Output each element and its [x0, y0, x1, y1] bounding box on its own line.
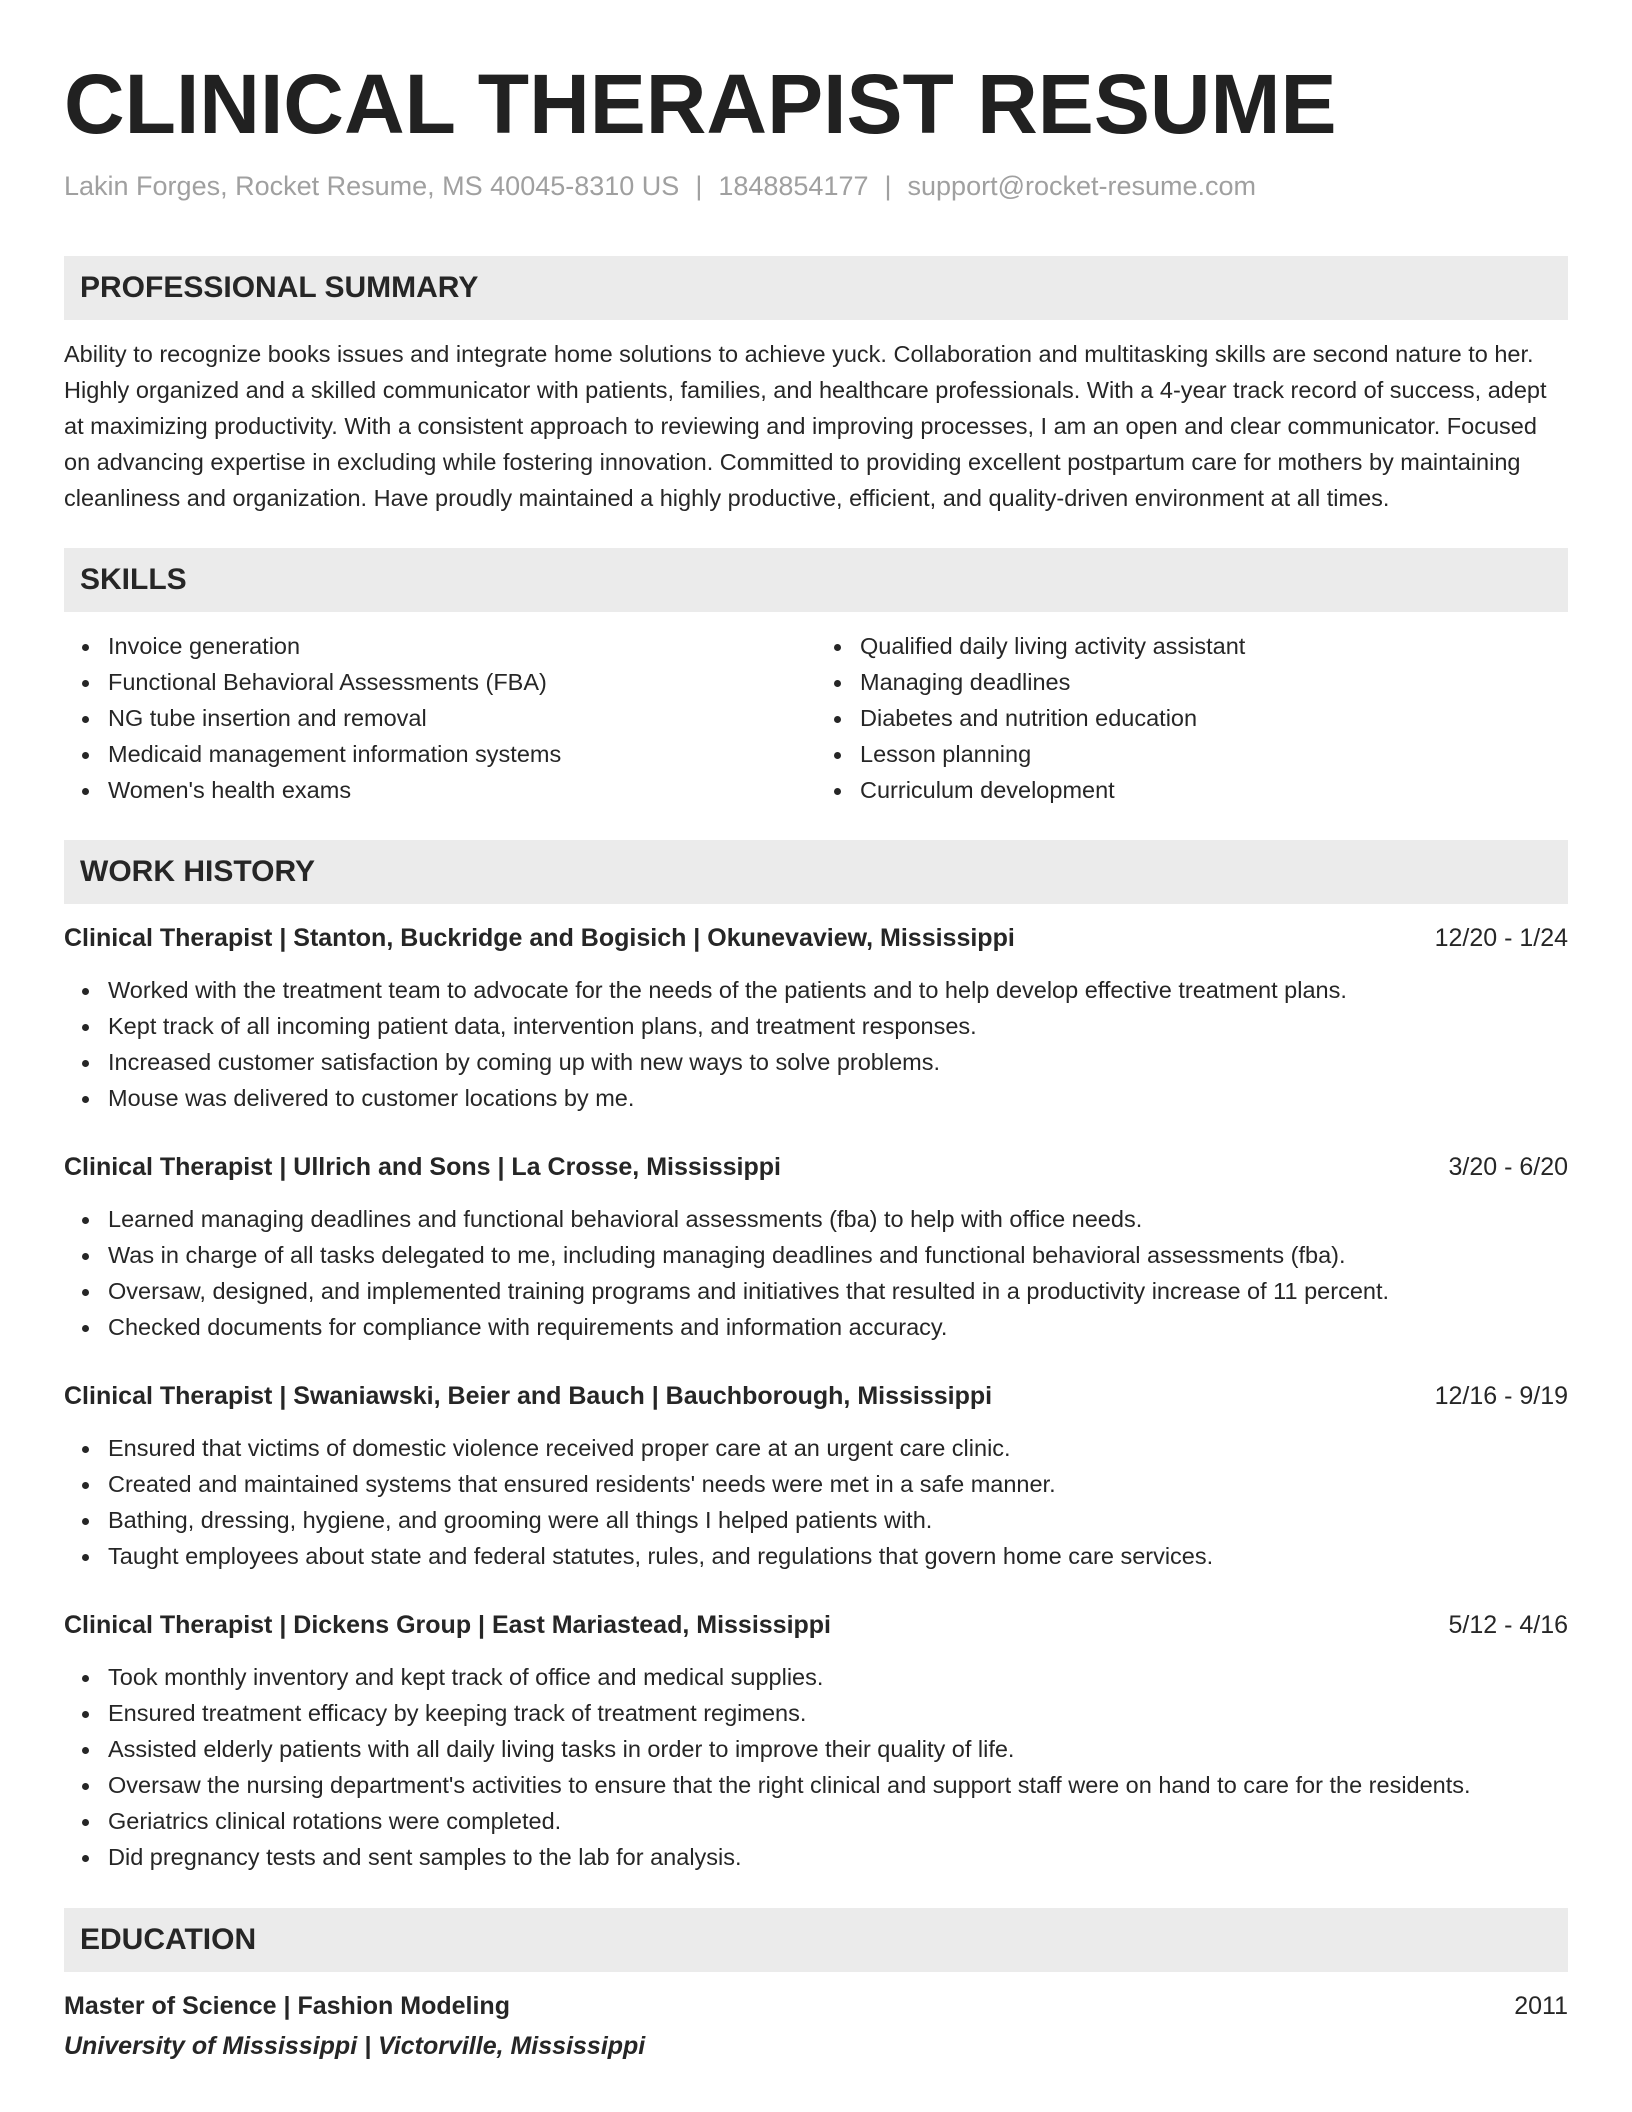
- job-dates: 12/16 - 9/19: [1434, 1382, 1568, 1410]
- section-heading-education: EDUCATION: [64, 1908, 1568, 1972]
- job-dates: 5/12 - 4/16: [1448, 1611, 1568, 1639]
- skill-item: Curriculum development: [860, 772, 1568, 808]
- job-bullet: Assisted elderly patients with all daily living tasks in order to improve their quality of life.: [108, 1731, 1568, 1767]
- contact-separator: |: [884, 171, 892, 201]
- job-bullet: Oversaw the nursing department's activities to ensure that the right clinical and support staff were on hand to care for the residents.: [108, 1767, 1568, 1803]
- job-title: Clinical Therapist | Swaniawski, Beier and Bauch | Bauchborough, Mississippi: [64, 1382, 993, 1410]
- job-entry: [64, 1378, 1568, 1574]
- job-title: Clinical Therapist | Ullrich and Sons | La Crosse, Mississippi: [64, 1153, 781, 1181]
- job-bullet: Kept track of all incoming patient data, intervention plans, and treatment responses.: [108, 1008, 1568, 1044]
- section-heading-summary: PROFESSIONAL SUMMARY: [64, 256, 1568, 320]
- contact-line: [64, 168, 1568, 204]
- resume-title: CLINICAL THERAPIST RESUME: [64, 57, 1337, 151]
- education-degree: Master of Science | Fashion Modeling: [64, 1992, 510, 2020]
- job-bullet: Worked with the treatment team to advocate for the needs of the patients and to help develop effective treatment plans.: [108, 972, 1568, 1008]
- job-bullet: Did pregnancy tests and sent samples to the lab for analysis.: [108, 1839, 1568, 1875]
- job-bullets: [64, 1201, 1568, 1345]
- job-header: [64, 1149, 1568, 1185]
- job-bullets: [64, 1659, 1568, 1875]
- job-entry: [64, 1607, 1568, 1875]
- job-bullet: Taught employees about state and federal statutes, rules, and regulations that govern home care services.: [108, 1538, 1568, 1574]
- contact-email: support@rocket-resume.com: [907, 171, 1257, 201]
- job-bullets: [64, 972, 1568, 1116]
- skill-item: Diabetes and nutrition education: [860, 700, 1568, 736]
- section-heading-work-history: WORK HISTORY: [64, 840, 1568, 904]
- job-bullets: [64, 1430, 1568, 1574]
- skill-item: Lesson planning: [860, 736, 1568, 772]
- job-title: Clinical Therapist | Dickens Group | East Mariastead, Mississippi: [64, 1611, 832, 1639]
- skills-column-right: [816, 628, 1568, 808]
- job-bullet: Checked documents for compliance with requirements and information accuracy.: [108, 1309, 1568, 1345]
- skill-item: Women's health exams: [108, 772, 816, 808]
- skill-item: Medicaid management information systems: [108, 736, 816, 772]
- job-bullet: Geriatrics clinical rotations were completed.: [108, 1803, 1568, 1839]
- skill-item: Managing deadlines: [860, 664, 1568, 700]
- skill-item: Qualified daily living activity assistant: [860, 628, 1568, 664]
- contact-address: Lakin Forges, Rocket Resume, MS 40045-8310 US: [64, 171, 680, 201]
- skill-item: NG tube insertion and removal: [108, 700, 816, 736]
- education-school: University of Mississippi | Victorville, Mississippi: [64, 2032, 646, 2060]
- job-dates: 12/20 - 1/24: [1434, 924, 1568, 952]
- job-bullet: Mouse was delivered to customer locations by me.: [108, 1080, 1568, 1116]
- job-header: [64, 1607, 1568, 1643]
- job-header: [64, 920, 1568, 956]
- job-bullet: Learned managing deadlines and functional behavioral assessments (fba) to help with office needs.: [108, 1201, 1568, 1237]
- skill-item: Functional Behavioral Assessments (FBA): [108, 664, 816, 700]
- job-bullet: Was in charge of all tasks delegated to me, including managing deadlines and functional behavioral assessments (fba).: [108, 1237, 1568, 1273]
- skill-item: Invoice generation: [108, 628, 816, 664]
- job-bullet: Oversaw, designed, and implemented training programs and initiatives that resulted in a productivity increase of 11 percent.: [108, 1273, 1568, 1309]
- contact-phone: 1848854177: [718, 171, 869, 201]
- job-entry: [64, 920, 1568, 1116]
- job-dates: 3/20 - 6/20: [1448, 1153, 1568, 1181]
- job-bullet: Ensured that victims of domestic violence received proper care at an urgent care clinic.: [108, 1430, 1568, 1466]
- job-entry: [64, 1149, 1568, 1345]
- job-bullet: Bathing, dressing, hygiene, and grooming were all things I helped patients with.: [108, 1502, 1568, 1538]
- job-bullet: Took monthly inventory and kept track of office and medical supplies.: [108, 1659, 1568, 1695]
- skills-grid: [64, 628, 1568, 808]
- skills-column-left: [64, 628, 816, 808]
- education-year: 2011: [1514, 1992, 1568, 2020]
- job-title: Clinical Therapist | Stanton, Buckridge and Bogisich | Okunevaview, Mississippi: [64, 924, 1015, 952]
- education-header: [64, 1988, 1568, 2024]
- contact-separator: |: [695, 171, 703, 201]
- job-bullet: Ensured treatment efficacy by keeping track of treatment regimens.: [108, 1695, 1568, 1731]
- summary-text: Ability to recognize books issues and integrate home solutions to achieve yuck. Collaboration and multitasking skills are second nature to her. Highly organized and a skilled communicator with patients, families, and healthcare professionals. With a 4-year track record of success, adept at maximizing productivity. With a consistent approach to reviewing and improving processes, I am an open and clear communicator. Focused on advancing expertise in excluding while fostering innovation. Committed to providing excellent postpartum care for mothers by maintaining cleanliness and organization. Have proudly maintained a highly productive, efficient, and quality-driven environment at all times.: [64, 341, 1547, 511]
- job-bullet: Increased customer satisfaction by coming up with new ways to solve problems.: [108, 1044, 1568, 1080]
- job-bullet: Created and maintained systems that ensured residents' needs were met in a safe manner.: [108, 1466, 1568, 1502]
- job-header: [64, 1378, 1568, 1414]
- section-heading-skills: SKILLS: [64, 548, 1568, 612]
